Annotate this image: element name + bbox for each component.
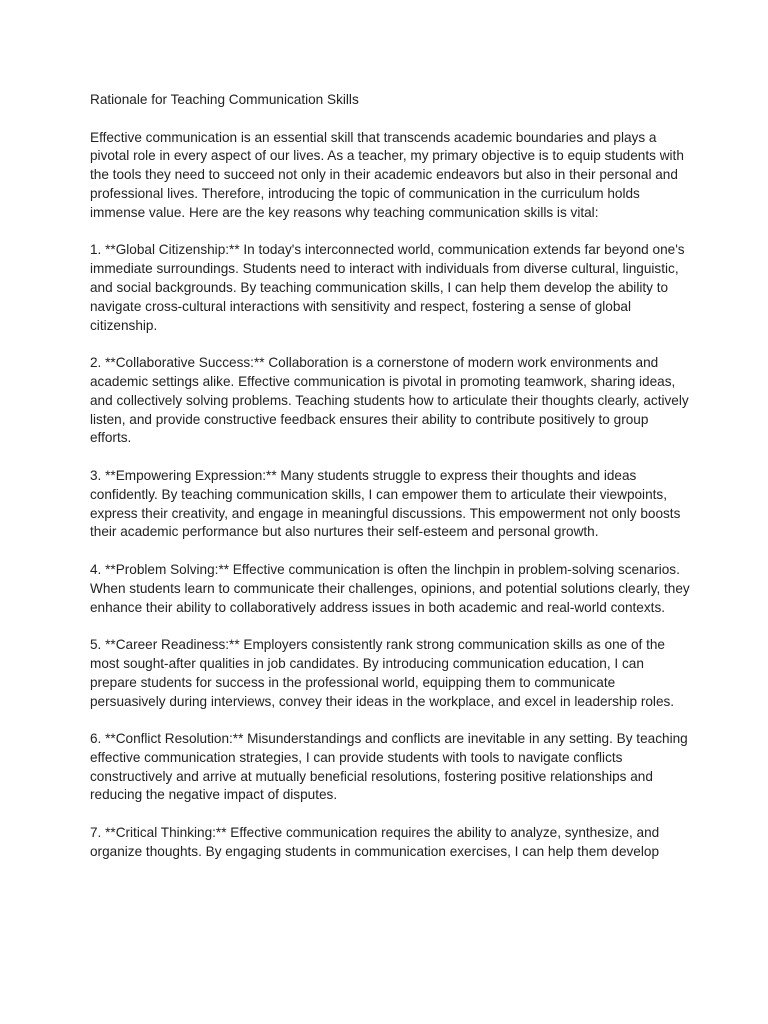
point-global-citizenship: 1. **Global Citizenship:** In today's interconnected world, communication extends far beyond one's immediate surroundings. Students need to interact with individuals from diverse cultural, linguistic, and social backgrounds. By teaching communication skills, I can help them develop the ability to navigate cross-cultural interactions with sensitivity and respect, fostering a sense of global citizenship.: [90, 242, 685, 333]
point-career-readiness: 5. **Career Readiness:** Employers consistently rank strong communication skills as one of the most sought-after qualities in job candidates. By introducing communication education, I can prepare students for success in the professional world, equipping them to communicate persuasively during interviews, convey their ideas in the workplace, and excel in leadership roles.: [90, 637, 675, 709]
point-collaborative-success: 2. **Collaborative Success:** Collaboration is a cornerstone of modern work environments and academic settings alike. Effective communication is pivotal in promoting teamwork, sharing ideas, and collectively solving problems. Teaching students how to articulate their thoughts clearly, actively listen, and provide constructive feedback ensures their ability to contribute positively to group efforts.: [90, 355, 689, 446]
document-body: [90, 91, 690, 880]
intro-paragraph: Effective communication is an essential skill that transcends academic boundaries and plays a pivotal role in every aspect of our lives. As a teacher, my primary objective is to equip students with the tools they need to succeed not only in their academic endeavors but also in their personal and professional lives. Therefore, introducing the topic of communication in the curriculum holds immense value. Here are the key reasons why teaching communication skills is vital:: [90, 129, 684, 220]
point-empowering-expression: 3. **Empowering Expression:** Many students struggle to express their thoughts and ideas confidently. By teaching communication skills, I can empower them to articulate their viewpoints, express their creativity, and engage in meaningful discussions. This empowerment not only boosts their academic performance but also nurtures their self-esteem and personal growth.: [90, 467, 681, 540]
point-conflict-resolution: 6. **Conflict Resolution:** Misunderstandings and conflicts are inevitable in any setting. By teaching effective communication strategies, I can provide students with tools to navigate conflicts constructively and arrive at mutually beneficial resolutions, fostering positive relationships and reducing the negative impact of disputes.: [90, 731, 688, 803]
document-title: Rationale for Teaching Communication Skills: [90, 92, 359, 107]
point-problem-solving: 4. **Problem Solving:** Effective communication is often the linchpin in problem-solving scenarios. When students learn to communicate their challenges, opinions, and potential solutions clearly, they enhance their ability to collaboratively address issues in both academic and real-world contexts.: [90, 561, 690, 615]
point-critical-thinking: 7. **Critical Thinking:** Effective communication requires the ability to analyze, synthesize, and organize thoughts. By engaging students in communication exercises, I can help them develop: [90, 825, 660, 859]
